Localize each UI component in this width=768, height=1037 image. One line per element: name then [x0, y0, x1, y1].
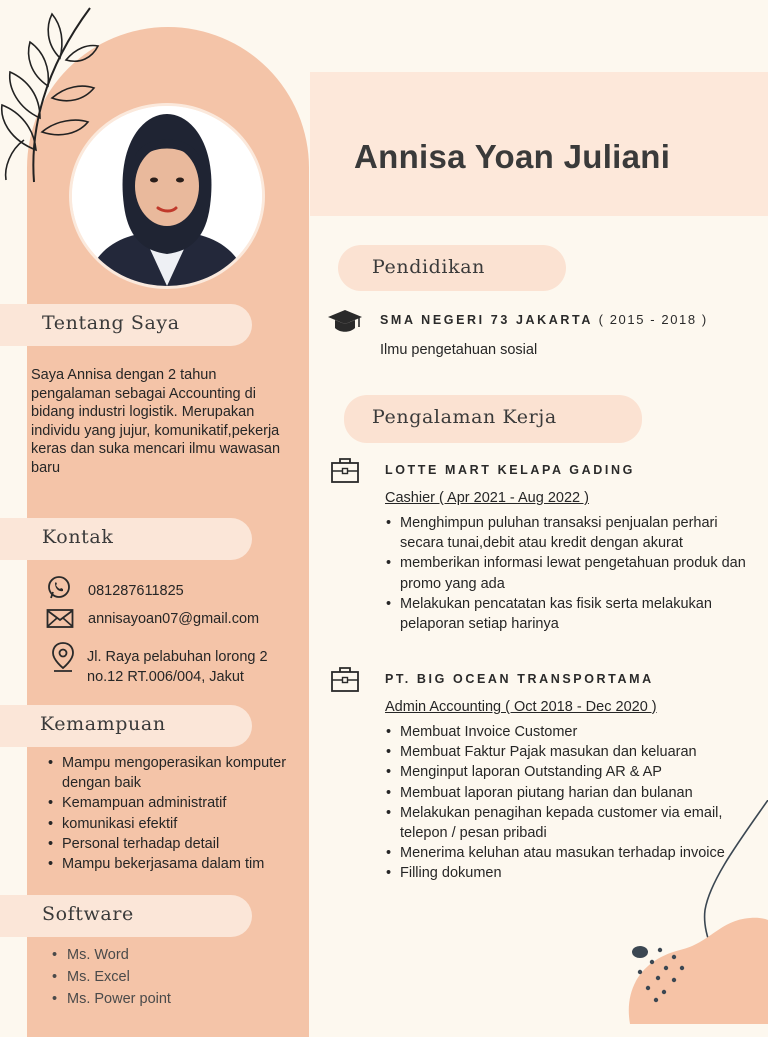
job-duty: • Melakukan pencatatan kas fisik serta melakukan pelaporan setiap harinya — [386, 594, 756, 634]
portrait-icon — [72, 106, 262, 286]
software-item: • Ms. Word — [52, 944, 272, 966]
education-major: Ilmu pengetahuan sosial — [380, 342, 538, 358]
decorative-blob — [600, 800, 768, 1024]
education-heading: Pendidikan — [372, 256, 485, 278]
experience-heading: Pengalaman Kerja — [372, 406, 557, 428]
job-duty: • Membuat Faktur Pajak masukan dan keluaran — [386, 742, 742, 762]
job-duty: • Membuat Invoice Customer — [386, 722, 742, 742]
skill-item: • Kemampuan administratif — [48, 793, 298, 813]
skill-item: • Mampu mengoperasikan komputer dengan baik — [48, 753, 298, 793]
about-text: Saya Annisa dengan 2 tahun pengalaman sebagai Accounting di bidang industri logistik. Merupakan individu yang jujur, komunikatif,pekerja keras dan suka mencari ilmu wawasan baru — [31, 367, 281, 476]
job-duty: • Menerima keluhan atau masukan terhadap invoice — [386, 843, 742, 863]
job-duty: • Melakukan penagihan kepada customer via email, telepon / pesan pribadi — [386, 803, 742, 843]
about-heading: Tentang Saya — [42, 312, 180, 334]
software-list — [52, 944, 272, 1010]
full-name: Annisa Yoan Juliani — [354, 138, 671, 175]
contact-email-row — [46, 608, 308, 634]
software-item: • Ms. Power point — [52, 988, 272, 1010]
job-duty: • Filling dokumen — [386, 863, 742, 883]
whatsapp-icon — [46, 575, 76, 605]
profile-photo — [69, 103, 265, 289]
job-company: LOTTE MART KELAPA GADING — [385, 463, 635, 477]
contact-email[interactable]: annisayoan07@gmail.com — [88, 611, 260, 627]
contact-phone[interactable]: 081287611825 — [88, 583, 184, 599]
job-role: Admin Accounting ( Oct 2018 - Dec 2020 ) — [385, 699, 657, 715]
education-period: ( 2015 - 2018 ) — [598, 312, 708, 327]
job-role: Cashier ( Apr 2021 - Aug 2022 ) — [385, 490, 589, 506]
contact-heading-pill — [0, 518, 252, 560]
graduation-cap-icon — [326, 307, 364, 335]
job-duties-list — [386, 513, 756, 634]
job-duty: • Membuat laporan piutang harian dan bulanan — [386, 783, 742, 803]
contact-heading: Kontak — [42, 526, 114, 548]
briefcase-icon — [330, 456, 360, 484]
software-item: • Ms. Excel — [52, 966, 272, 988]
skill-item: • Mampu bekerjasama dalam tim — [48, 854, 298, 874]
contact-address: Jl. Raya pelabuhan lorong 2 no.12 RT.006/004, Jakut — [87, 649, 268, 685]
software-heading: Software — [42, 903, 134, 925]
contact-address-row — [50, 641, 302, 687]
education-school-line — [380, 312, 708, 327]
mail-icon — [46, 608, 76, 634]
skills-heading: Kemampuan — [40, 713, 166, 735]
job-company: PT. BIG OCEAN TRANSPORTAMA — [385, 672, 654, 686]
location-pin-icon — [50, 641, 80, 677]
job-duty: • memberikan informasi lewat pengetahuan produk dan promo yang ada — [386, 553, 756, 593]
skills-list — [48, 753, 298, 874]
briefcase-icon — [330, 665, 360, 693]
job-duty: • Menghimpun puluhan transaksi penjualan perhari secara tunai,debit atau kredit dengan akurat — [386, 513, 756, 553]
education-school: SMA NEGERI 73 JAKARTA — [380, 313, 593, 327]
contact-phone-row — [46, 575, 306, 605]
skill-item: • Personal terhadap detail — [48, 834, 298, 854]
skill-item: • komunikasi efektif — [48, 814, 298, 834]
job-duty: • Menginput laporan Outstanding AR & AP — [386, 762, 742, 782]
